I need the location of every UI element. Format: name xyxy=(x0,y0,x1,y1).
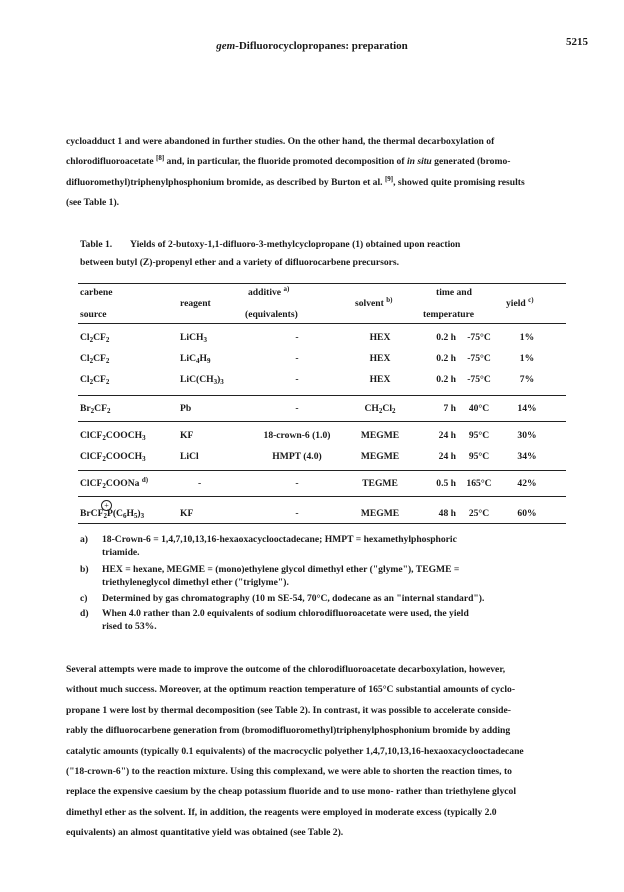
cell-additive: - xyxy=(295,403,299,414)
para2-line: catalytic amounts (typically 0.1 equivalents) of the macrocyclic polyether 1,4,7,10,13,16-hexaoxacyclooctadecane xyxy=(66,745,524,757)
cell-yield: 42% xyxy=(517,478,537,489)
cell-source: $Cl_2CF_2$ xyxy=(80,332,110,344)
cell-reagent: $LiC(CH_3)_3$ xyxy=(180,374,224,386)
para2-line: dimethyl ether as the solvent. If, in addition, the reagents were employed in moderate excess (typically 2.0 xyxy=(66,806,497,818)
cell-yield: 30% xyxy=(517,430,537,441)
table-bottom-rule xyxy=(78,523,566,524)
cell-yield: 14% xyxy=(517,403,537,414)
header-yield xyxy=(506,298,534,309)
text-run: and, in particular, the fluoride promoted decomposition of xyxy=(164,156,407,168)
table-group-rule xyxy=(78,421,566,422)
cell-solvent: HEX xyxy=(369,374,391,385)
para2-line: equivalents) an almost quantitative yield was obtained (see Table 2). xyxy=(66,827,344,839)
cell-temperature: 40°C xyxy=(468,403,490,414)
text-run: , showed quite promising results xyxy=(393,176,525,188)
header-reagent: reagent xyxy=(180,298,211,309)
cell-temperature: 95°C xyxy=(468,430,490,441)
footnote-label: d) xyxy=(80,608,89,619)
footnote-label: c) xyxy=(80,593,88,604)
page-number: 5215 xyxy=(566,36,588,48)
header-temperature: temperature xyxy=(423,309,474,320)
table-header-rule xyxy=(78,323,566,324)
cell-additive: 18-crown-6 (1.0) xyxy=(263,430,331,441)
table-caption xyxy=(80,236,566,272)
positive-charge-icon: + xyxy=(101,500,112,511)
citation-ref: [8] xyxy=(155,154,165,163)
para1-line xyxy=(66,152,566,172)
footnote-mark: d) xyxy=(141,476,149,484)
cell-reagent: Pb xyxy=(180,403,192,414)
cell-time: 24 h xyxy=(438,451,456,462)
para1-line: (see Table 1). xyxy=(66,197,120,209)
header-solvent xyxy=(355,298,392,309)
cell-temperature: -75°C xyxy=(467,353,491,364)
cell-reagent: KF xyxy=(180,508,194,519)
cell-time: 0.2 h xyxy=(436,353,456,364)
table-top-rule xyxy=(78,283,566,284)
header-text: yield xyxy=(506,298,526,309)
header-text: additive xyxy=(248,287,282,298)
text-run: chlorodifluoroacetate xyxy=(66,156,156,168)
cell-yield: 34% xyxy=(517,451,537,462)
table-label: Table 1. xyxy=(80,239,113,250)
cell-temperature: 25°C xyxy=(468,508,490,519)
footnote-text xyxy=(102,607,562,634)
cell-source: ClCF$_2$COONa $^{d)}$ xyxy=(80,476,149,490)
header-additive xyxy=(248,287,289,298)
header-equivalents: (equivalents) xyxy=(245,309,298,320)
cell-additive: - xyxy=(295,353,299,364)
cell-solvent: $CH_2Cl_2$ xyxy=(364,403,396,415)
para2-line: propane 1 were lost by thermal decomposition (see Table 2). In contrast, it was possible to accelerate conside- xyxy=(66,704,511,716)
table-group-rule xyxy=(78,395,566,396)
caption-line: between butyl (Z)-propenyl ether and a variety of difluorocarbene precursors. xyxy=(80,257,400,268)
footnote-mark: c) xyxy=(528,296,534,304)
footnote-label: b) xyxy=(80,564,89,575)
cell-temperature: -75°C xyxy=(467,374,491,385)
cell-additive: - xyxy=(295,374,299,385)
running-title-rest: -Difluorocyclopropanes: preparation xyxy=(235,40,408,52)
cell-reagent: KF xyxy=(180,430,194,441)
cell-yield: 60% xyxy=(517,508,537,519)
footnote-line: Determined by gas chromatography (10 m SE-54, 70°C, dodecane as an "internal standard"). xyxy=(102,593,485,604)
cell-source: $Cl_2CF_2$ xyxy=(80,353,110,365)
intro-paragraph xyxy=(66,132,566,214)
caption-line xyxy=(80,236,566,254)
para2-line: replace the expensive caesium by the cheap potassium fluoride and to use mono- rather than triethylene glycol xyxy=(66,786,516,798)
cell-source: $ClCF_2COOCH_3$ xyxy=(80,430,146,442)
cell-additive: HMPT (4.0) xyxy=(272,451,322,462)
cell-source: $ClCF_2COOCH_3$ xyxy=(80,451,146,463)
cell-yield: 1% xyxy=(519,332,535,343)
footnote-line: When 4.0 rather than 2.0 equivalents of sodium chlorodifluoroacetate were used, the yield xyxy=(102,608,469,619)
citation-ref: [9] xyxy=(384,174,394,183)
cell-additive: - xyxy=(295,508,299,519)
cell-time: 0.2 h xyxy=(436,332,456,343)
footnote-mark: b) xyxy=(386,296,393,304)
text-run: generated (bromo- xyxy=(431,156,511,168)
header-carbene: carbene xyxy=(80,287,113,298)
cell-source: $Br_2CF_2$ xyxy=(80,403,111,415)
cell-reagent: $LiC_4H_9$ xyxy=(180,353,211,365)
footnote-line: triamide. xyxy=(102,547,140,559)
cell-yield: 7% xyxy=(519,374,535,385)
running-title xyxy=(0,40,624,52)
table-group-rule xyxy=(78,470,566,471)
cell-time: 0.2 h xyxy=(436,374,456,385)
cell-source: $Cl_2CF_2$ xyxy=(80,374,110,386)
text-run: difluoromethyl)triphenylphosphonium bromide, as described by Burton et al. xyxy=(66,176,385,188)
footnote-label: a) xyxy=(80,534,88,545)
footnote-text xyxy=(102,563,562,590)
cell-time: 24 h xyxy=(438,430,456,441)
para2-line: ("18-crown-6") to the reaction mixture. Using this complexand, we were able to shorten the reaction times, to xyxy=(66,766,512,778)
header-time-and: time and xyxy=(436,287,472,298)
para1-line: cycloadduct 1 and were abandoned in further studies. On the other hand, the thermal decarboxylation of xyxy=(66,136,495,147)
cell-time: 7 h xyxy=(443,403,456,414)
footnote-text xyxy=(102,592,562,605)
header-text: solvent xyxy=(355,298,384,309)
para2-line: rably the difluorocarbene generation from (bromodifluoromethyl)triphenylphosphonium bromide by adding xyxy=(66,725,511,737)
discussion-paragraph xyxy=(66,660,566,844)
cell-additive: - xyxy=(295,332,299,343)
cell-solvent: MEGME xyxy=(360,451,400,462)
cell-yield: 1% xyxy=(519,353,535,364)
footnote-mark: a) xyxy=(283,285,290,293)
cell-reagent: LiCl xyxy=(180,451,199,462)
footnote-line: triethyleneglycol dimethyl ether ("triglyme"). xyxy=(102,577,289,589)
cell-solvent: MEGME xyxy=(360,430,400,441)
cell-solvent: HEX xyxy=(369,332,391,343)
cell-solvent: HEX xyxy=(369,353,391,364)
footnote-line: HEX = hexane, MEGME = (mono)ethylene glycol dimethyl ether ("glyme"), TEGME = xyxy=(102,564,460,575)
cell-time: 48 h xyxy=(438,508,456,519)
cell-temperature: 165°C xyxy=(466,478,492,489)
cell-reagent: LiCH$_3$ xyxy=(180,332,207,344)
para1-line xyxy=(66,173,566,193)
cell-solvent: MEGME xyxy=(360,508,400,519)
footnote-line: rised to 53%. xyxy=(102,621,157,633)
italic-text: in situ xyxy=(406,156,432,168)
footnote-line: 18-Crown-6 = 1,4,7,10,13,16-hexaoxacyclooctadecane; HMPT = hexamethylphosphoric xyxy=(102,534,457,545)
header-source: source xyxy=(80,309,107,320)
para2-line: without much success. Moreover, at the optimum reaction temperature of 165°C substantial amounts of cyclo- xyxy=(66,684,516,696)
cell-solvent: TEGME xyxy=(362,478,398,489)
cell-time: 0.5 h xyxy=(436,478,456,489)
cell-temperature: -75°C xyxy=(467,332,491,343)
footnote-text xyxy=(102,533,562,560)
running-title-italic: gem xyxy=(216,40,236,52)
cell-reagent: - xyxy=(198,478,202,489)
para2-line: Several attempts were made to improve the outcome of the chlorodifluoroacetate decarboxylation, however, xyxy=(66,664,506,675)
cell-source: $BrCF_2P(C_6H_5)_3$ xyxy=(80,508,145,520)
cell-additive: - xyxy=(295,478,299,489)
table-group-rule xyxy=(78,496,566,497)
caption-text: Yields of 2-butoxy-1,1-difluoro-3-methylcyclopropane (1) obtained upon reaction xyxy=(130,239,461,250)
cell-temperature: 95°C xyxy=(468,451,490,462)
